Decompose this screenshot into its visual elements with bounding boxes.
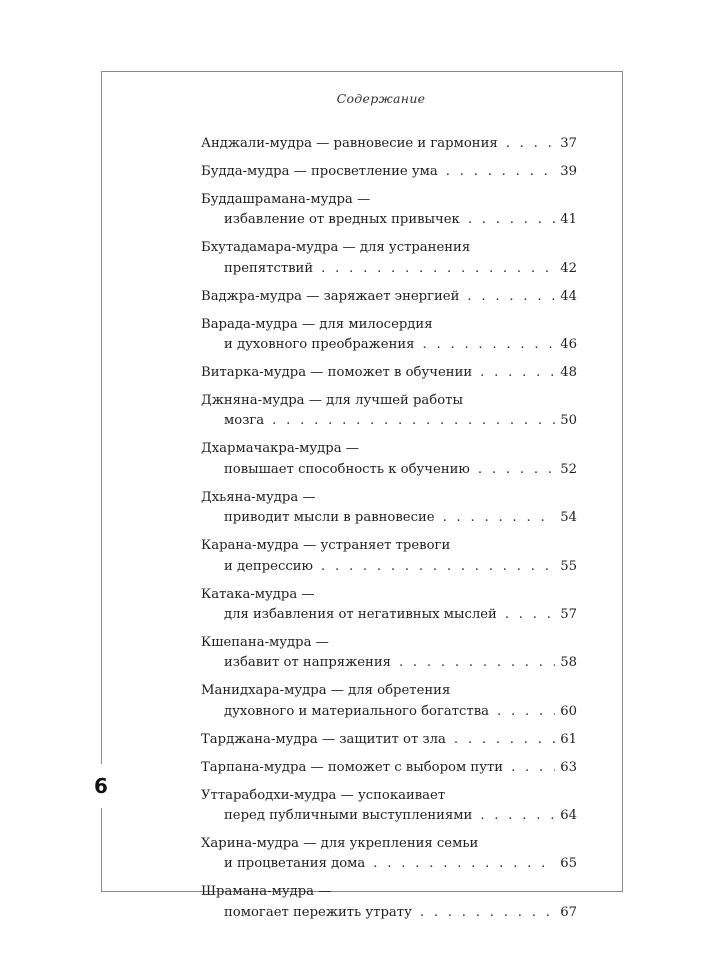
toc-entry-text: Анджали-мудра — равновесие и гармония bbox=[201, 136, 498, 151]
page-number: 6 bbox=[94, 774, 108, 798]
dot-leader bbox=[272, 411, 555, 431]
toc-entry-continuation bbox=[201, 259, 577, 279]
toc-entry-text: Витарка-мудра — поможет в обучении bbox=[201, 365, 473, 381]
toc-entry-continuation bbox=[201, 210, 577, 230]
toc-entry-text: Варада-мудра — для милосердия bbox=[201, 316, 433, 332]
dot-leader bbox=[480, 363, 555, 383]
dot-leader bbox=[511, 758, 555, 778]
page-title: Содержание bbox=[336, 91, 426, 106]
toc-entry-line bbox=[201, 363, 577, 383]
toc-entry[interactable] bbox=[201, 536, 577, 577]
dot-leader bbox=[497, 702, 555, 722]
toc-entry-text: Дхьяна-мудра — bbox=[201, 489, 316, 505]
toc-page-number: 61 bbox=[560, 731, 577, 747]
dot-leader bbox=[373, 854, 555, 874]
dot-leader bbox=[420, 903, 555, 923]
toc-page-number: 54 bbox=[560, 510, 577, 526]
toc-entry-line bbox=[201, 287, 577, 307]
toc-entry-line bbox=[201, 758, 577, 778]
toc-entry[interactable] bbox=[201, 786, 577, 827]
toc-entry[interactable] bbox=[201, 758, 577, 778]
toc-page-number: 39 bbox=[560, 163, 577, 179]
dot-leader bbox=[480, 806, 555, 826]
page-number-box bbox=[84, 764, 118, 808]
dot-leader bbox=[506, 134, 555, 154]
toc-entry-continuation bbox=[201, 411, 577, 431]
toc-entry-line bbox=[201, 681, 577, 701]
toc-entry-text: Джняна-мудра — для лучшей работы bbox=[201, 393, 463, 409]
toc-entry[interactable] bbox=[201, 363, 577, 383]
toc-entry-text: Шрамана-мудра — bbox=[201, 884, 332, 900]
dot-leader bbox=[423, 335, 556, 355]
toc-entry[interactable] bbox=[201, 162, 577, 182]
toc-entry[interactable] bbox=[201, 190, 577, 231]
toc-entry-line bbox=[201, 439, 577, 459]
table-of-contents bbox=[201, 134, 577, 931]
toc-entry-text: Тарпана-мудра — поможет с выбором пути bbox=[201, 759, 504, 775]
toc-entry[interactable] bbox=[201, 391, 577, 432]
toc-entry-text: помогает пережить утрату bbox=[224, 904, 412, 920]
toc-entry-line bbox=[201, 730, 577, 750]
dot-leader bbox=[478, 460, 555, 480]
toc-entry-text: Кшепана-мудра — bbox=[201, 634, 329, 650]
toc-entry-text: Тарджана-мудра — защитит от зла bbox=[201, 731, 446, 747]
toc-entry-text: Карана-мудра — устраняет тревоги bbox=[201, 538, 451, 554]
toc-entry-continuation bbox=[201, 903, 577, 923]
toc-entry-continuation bbox=[201, 557, 577, 577]
toc-entry-text: Бхутадамара-мудра — для устранения bbox=[201, 240, 471, 256]
toc-entry[interactable] bbox=[201, 585, 577, 626]
toc-entry-text: Дхармачакра-мудра — bbox=[201, 441, 359, 457]
dot-leader bbox=[467, 287, 555, 307]
toc-entry-text: Уттарабодхи-мудра — успокаивает bbox=[201, 787, 446, 803]
toc-entry[interactable] bbox=[201, 315, 577, 356]
toc-entry-text: повышает способность к обучению bbox=[224, 461, 470, 477]
toc-page-number: 67 bbox=[560, 904, 577, 920]
toc-page-number: 44 bbox=[560, 288, 577, 304]
toc-entry-continuation bbox=[201, 702, 577, 722]
toc-page-number: 65 bbox=[560, 856, 577, 872]
toc-entry-text: Манидхара-мудра — для обретения bbox=[201, 683, 451, 699]
toc-page-number: 41 bbox=[560, 212, 577, 228]
toc-entry-line bbox=[201, 536, 577, 556]
toc-entry-text: перед публичными выступлениями bbox=[224, 808, 473, 824]
toc-page-number: 55 bbox=[560, 558, 577, 574]
toc-entry-text: и духовного преображения bbox=[224, 337, 415, 353]
toc-entry-text: Ваджра-мудра — заряжает энергией bbox=[201, 288, 460, 304]
dot-leader bbox=[443, 508, 555, 528]
toc-page-number: 48 bbox=[560, 365, 577, 381]
toc-entry[interactable] bbox=[201, 238, 577, 279]
dot-leader bbox=[321, 557, 555, 577]
dot-leader bbox=[446, 162, 555, 182]
toc-entry-text: для избавления от негативных мыслей bbox=[224, 606, 497, 622]
dot-leader bbox=[399, 653, 555, 673]
toc-entry-line bbox=[201, 238, 577, 258]
toc-entry-line bbox=[201, 315, 577, 335]
toc-entry[interactable] bbox=[201, 633, 577, 674]
toc-entry-text: Катака-мудра — bbox=[201, 586, 315, 602]
toc-entry-continuation bbox=[201, 460, 577, 480]
toc-entry-line bbox=[201, 585, 577, 605]
toc-entry-text: духовного и материального богатства bbox=[224, 703, 489, 719]
toc-entry-continuation bbox=[201, 806, 577, 826]
toc-entry-text: и депрессию bbox=[224, 558, 313, 574]
toc-entry[interactable] bbox=[201, 882, 577, 923]
toc-page-number: 57 bbox=[560, 606, 577, 622]
toc-entry-text: препятствий bbox=[224, 260, 314, 276]
toc-page-number: 64 bbox=[560, 808, 577, 824]
toc-entry-text: и процветания дома bbox=[224, 856, 366, 872]
toc-page-number: 52 bbox=[560, 461, 577, 477]
toc-page-number: 42 bbox=[560, 260, 577, 276]
toc-entry[interactable] bbox=[201, 439, 577, 480]
toc-entry[interactable] bbox=[201, 730, 577, 750]
toc-entry-line bbox=[201, 162, 577, 182]
toc-entry-line bbox=[201, 488, 577, 508]
toc-entry-continuation bbox=[201, 653, 577, 673]
toc-entry-continuation bbox=[201, 854, 577, 874]
toc-entry-line bbox=[201, 633, 577, 653]
toc-entry-text: приводит мысли в равновесие bbox=[224, 510, 435, 526]
dot-leader bbox=[454, 730, 555, 750]
toc-entry-text: избавит от напряжения bbox=[224, 655, 391, 671]
dot-leader bbox=[321, 259, 555, 279]
toc-entry-continuation bbox=[201, 335, 577, 355]
dot-leader bbox=[468, 210, 555, 230]
toc-entry-continuation bbox=[201, 605, 577, 625]
toc-entry-line bbox=[201, 786, 577, 806]
toc-entry-line bbox=[201, 834, 577, 854]
toc-entry-text: Буддашрамана-мудра — bbox=[201, 191, 371, 207]
toc-page-number: 60 bbox=[560, 703, 577, 719]
toc-entry-text: мозга bbox=[224, 413, 265, 429]
toc-page-number: 46 bbox=[560, 337, 577, 353]
toc-page-number: 37 bbox=[560, 136, 577, 151]
toc-entry[interactable] bbox=[201, 488, 577, 529]
toc-entry[interactable] bbox=[201, 681, 577, 722]
toc-entry-continuation bbox=[201, 508, 577, 528]
toc-entry[interactable] bbox=[201, 834, 577, 875]
toc-entry-line bbox=[201, 190, 577, 210]
toc-page-number: 50 bbox=[560, 413, 577, 429]
toc-entry-text: Харина-мудра — для укрепления семьи bbox=[201, 836, 479, 852]
dot-leader bbox=[505, 605, 555, 625]
toc-entry-line bbox=[201, 882, 577, 902]
toc-entry[interactable] bbox=[201, 287, 577, 307]
toc-entry-line bbox=[201, 391, 577, 411]
toc-page-number: 58 bbox=[560, 655, 577, 671]
toc-entry-text: избавление от вредных привычек bbox=[224, 212, 460, 228]
toc-page-number: 63 bbox=[560, 759, 577, 775]
toc-entry-line bbox=[201, 134, 577, 154]
toc-entry-text: Будда-мудра — просветление ума bbox=[201, 163, 438, 179]
toc-entry[interactable] bbox=[201, 134, 577, 154]
